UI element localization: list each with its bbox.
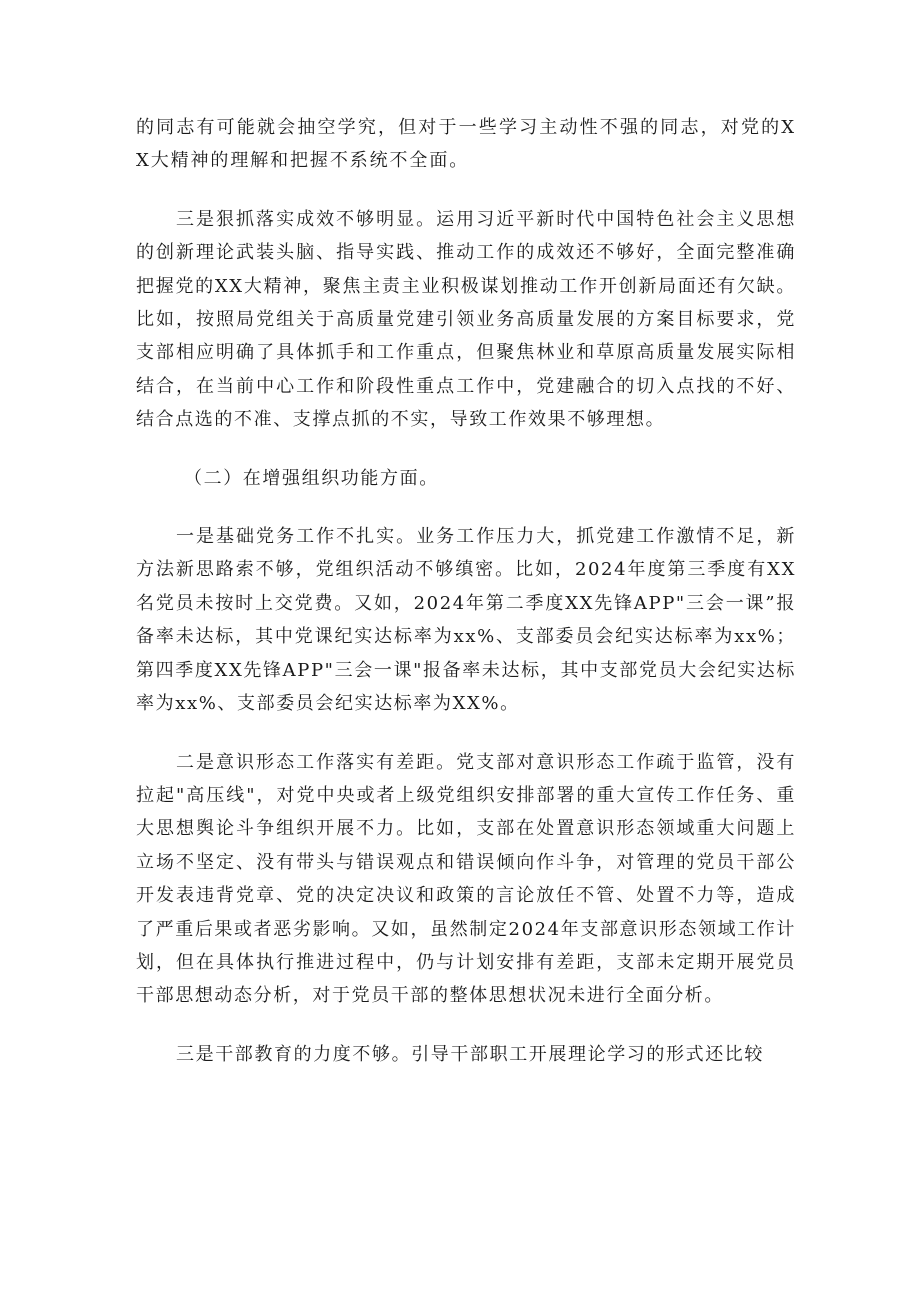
paragraph-point-3-cadre-education: 三是干部教育的力度不够。引导干部职工开展理论学习的形式还比较 xyxy=(176,1043,764,1065)
paragraph-point-1-party-affairs: 一是基础党务工作不扎实。业务工作压力大，抓党建工作激情不足，新方法新思路索不够，党组织活动不够缜密。比如，2024年度第三季度有XX名党员未按时上交党费。又如，2024年第二季度XX先锋APP"三会一课”报备率未达标，其中党课纪实达标率为xx%、支部委员会纪实达标率为xx%；第四季度XX先锋APP"三会一课"报备率未达标，其中支部党员大会纪实达标率为xx%、支部委员会纪实达标率为XX%。 xyxy=(136,526,796,715)
paragraph-point-3-implementation: 三是狠抓落实成效不够明显。运用习近平新时代中国特色社会主义思想的创新理论武装头脑、指导实践、推动工作的成效还不够好，全面完整准确把握党的XX大精神，聚焦主责主业积极谋划推动工作开创新局面还有欠缺。比如，按照局党组关于高质量党建引领业务高质量发展的方案目标要求，党支部相应明确了具体抓手和工作重点，但聚焦林业和草原高质量发展实际相结合，在当前中心工作和阶段性重点工作中，党建融合的切入点找的不好、结合点选的不准、支撑点抓的不实，导致工作效果不够理想。 xyxy=(136,208,796,431)
paragraph-continuation: 的同志有可能就会抽空学究，但对于一些学习主动性不强的同志，对党的XX大精神的理解和把握不系统不全面。 xyxy=(136,117,796,172)
document-body xyxy=(136,111,796,1071)
paragraph-point-2-ideology: 二是意识形态工作落实有差距。党支部对意识形态工作疏于监管，没有拉起"高压线"，对党中央或者上级党组织安排部署的重大宣传工作任务、重大思想舆论斗争组织开展不力。比如，支部在处置意识形态领域重大问题上立场不坚定、没有带头与错误观点和错误倾向作斗争，对管理的党员干部公开发表违背党章、党的决定决议和政策的言论放任不管、处置不力等，造成了严重后果或者恶劣影响。又如，虽然制定2024年支部意识形态领域工作计划，但在具体执行推进过程中，仍与计划安排有差距，支部未定期开展党员干部思想动态分析，对于党员干部的整体思想状况未进行全面分析。 xyxy=(136,751,796,1007)
section-heading-organization-function: （二）在增强组织功能方面。 xyxy=(184,467,439,489)
